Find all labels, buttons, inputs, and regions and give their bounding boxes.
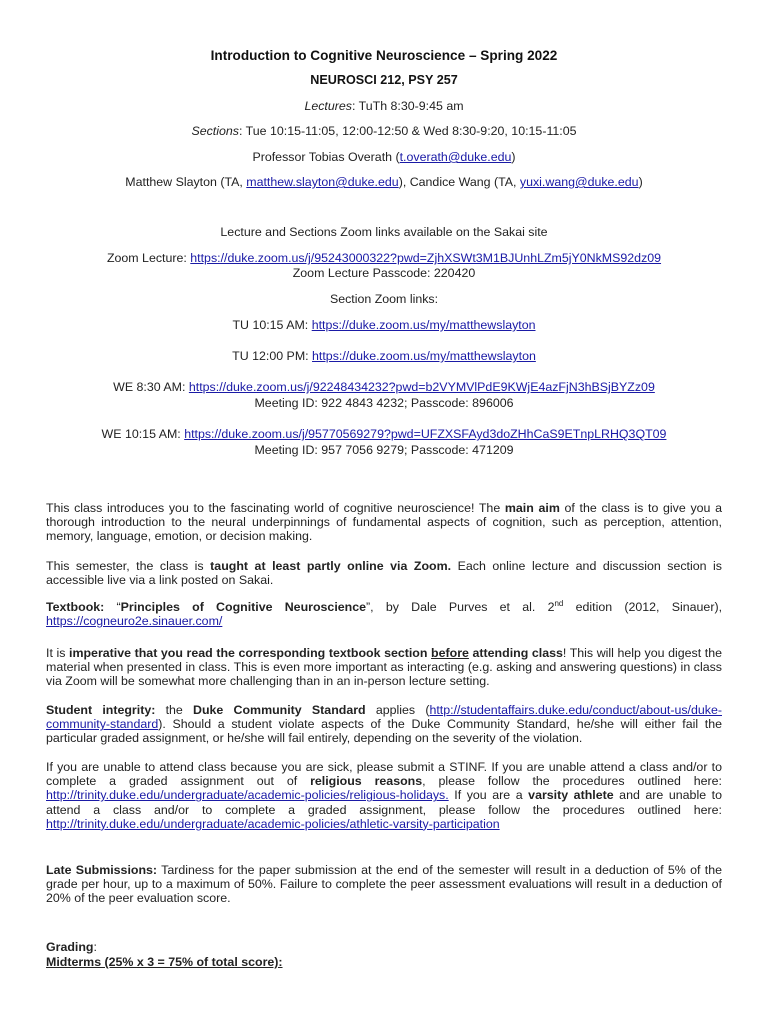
zoom-lecture-label: Zoom Lecture: <box>106 251 191 265</box>
text: “ <box>104 600 121 614</box>
ta-line <box>0 175 768 190</box>
section-we-1015-link[interactable]: https://duke.zoom.us/j/95770569279?pwd=UFZXSFAyd3doZHhCaS9ETnpLRHQ3QT09 <box>184 427 667 441</box>
text: ”, by Dale Purves et al. 2 <box>366 600 555 614</box>
text: : <box>93 940 97 954</box>
section-tu-1015-link[interactable]: https://duke.zoom.us/my/matthewslayton <box>311 318 536 332</box>
text: If you are a <box>448 788 529 803</box>
late-submissions-paragraph <box>46 863 722 906</box>
course-codes: NEUROSCI 212, PSY 257 <box>310 73 458 87</box>
text: Tardiness for the paper submission at the end of the semester will result in a deduction of 5% of the grade per hour, up to a maximum of 50%. Failure to complete the peer assessment evaluations will result in a deduction of 20% of the peer evaluation score. <box>46 863 722 906</box>
community-standard-link[interactable]: http://studentaffairs.duke.edu/conduct/about-us/duke-community-standard <box>46 703 722 732</box>
text: the <box>155 703 194 717</box>
superscript: nd <box>554 598 564 608</box>
text: ! This will help you digest the material when presented in class. This is even more important as interacting (e.g. asking and answering questions) in class via Zoom will be somewhat more challenging than in an in-person lecture setting. <box>46 646 722 689</box>
imperative-paragraph <box>46 646 722 689</box>
textbook-label: Textbook: <box>46 600 105 614</box>
text: , please follow the procedures outlined here: <box>422 774 722 789</box>
section-we-830-meeting: Meeting ID: 922 4843 4232; Passcode: 896006 <box>254 396 514 410</box>
zoom-lecture-line <box>0 251 768 266</box>
grading-heading <box>46 940 722 954</box>
midterms-heading <box>46 955 722 969</box>
section-tu-1200 <box>0 349 768 364</box>
sections-label: Sections <box>191 124 239 138</box>
paren: ) <box>638 175 643 189</box>
online-emphasis: taught at least partly online via Zoom. <box>210 559 452 573</box>
grading-label: Grading <box>46 940 94 954</box>
religious-holidays-link[interactable]: http://trinity.duke.edu/undergraduate/academic-policies/religious-holidays. <box>46 788 449 803</box>
professor-email-link[interactable]: t.overath@duke.edu <box>399 150 512 164</box>
paren: ) <box>511 150 516 164</box>
section-we-1015 <box>0 427 768 442</box>
late-submissions-label: Late Submissions: <box>46 863 158 877</box>
integrity-label: Student integrity: <box>46 703 156 717</box>
religious-reasons: religious reasons <box>310 774 423 789</box>
lectures-time: : TuTh 8:30-9:45 am <box>351 99 464 113</box>
sections-line <box>0 124 768 139</box>
section-label: TU 12:00 PM: <box>232 349 313 363</box>
intro-paragraph <box>46 501 722 544</box>
ta1-email-link[interactable]: matthew.slayton@duke.edu <box>246 175 399 189</box>
textbook-title: Principles of Cognitive Neuroscience <box>120 600 367 614</box>
section-label: WE 10:15 AM: <box>101 427 185 441</box>
text: This semester, the class is <box>46 559 211 573</box>
varsity-athlete: varsity athlete <box>528 788 614 803</box>
text: edition (2012, Sinauer), <box>563 600 723 614</box>
textbook-paragraph <box>46 600 722 628</box>
section-label: TU 10:15 AM: <box>232 318 312 332</box>
absence-paragraph <box>46 760 722 831</box>
text: This class introduces you to the fascinating world of cognitive neuroscience! The <box>46 501 505 515</box>
athletic-participation-link[interactable]: http://trinity.duke.edu/undergraduate/academic-policies/athletic-varsity-participation <box>46 816 500 831</box>
section-tu-1015 <box>0 318 768 333</box>
professor-name: Professor Tobias Overath ( <box>252 150 400 164</box>
section-label: WE 8:30 AM: <box>113 380 189 394</box>
section-we-830 <box>0 380 768 395</box>
ta2-name: ), Candice Wang (TA, <box>398 175 520 189</box>
course-title: Introduction to Cognitive Neuroscience – Spring 2022 <box>210 48 558 63</box>
lectures-line <box>0 99 768 114</box>
main-aim: main aim <box>504 501 560 515</box>
ta2-email-link[interactable]: yuxi.wang@duke.edu <box>519 175 639 189</box>
text: and are unable to attend a class and/or to complete a graded assignment, please follow the procedures outlined here: <box>46 788 722 817</box>
section-we-830-link[interactable]: https://duke.zoom.us/j/92248434232?pwd=b2VYMVlPdE9KWjE4azFjN3hBSjBYZz09 <box>188 380 655 394</box>
text: ). Should a student violate aspects of the Duke Community Standard, he/she will either fail the particular graded assignment, or he/she will fail entirely, depending on the severity of the violation. <box>46 717 722 746</box>
text: applies ( <box>365 703 430 717</box>
lectures-label: Lectures <box>304 99 352 113</box>
text: If you are unable to attend class because you are sick, please submit a STINF. If you are unable attend a class and/or to complete a graded assignment out of <box>46 760 722 789</box>
zoom-intro: Lecture and Sections Zoom links available on the Sakai site <box>220 225 548 239</box>
section-we-1015-meeting: Meeting ID: 957 7056 9279; Passcode: 471209 <box>254 443 514 457</box>
imperative-emphasis: imperative that you read the corresponding textbook section <box>69 646 432 660</box>
professor-line <box>0 150 768 165</box>
text: of the class is to give you a thorough introduction to the neural underpinnings of fundamental aspects of cognition, such as perception, attention, memory, language, emotion, or decision making. <box>46 501 722 544</box>
attending-emphasis: attending class <box>468 646 563 660</box>
community-standard: Duke Community Standard <box>193 703 366 717</box>
before-emphasis: before <box>431 646 469 660</box>
ta1-name: Matthew Slayton (TA, <box>125 175 247 189</box>
midterms-label: Midterms (25% x 3 = 75% of total score): <box>46 955 283 969</box>
integrity-paragraph <box>46 703 722 746</box>
zoom-lecture-passcode: Zoom Lecture Passcode: 220420 <box>292 266 476 280</box>
text: Each online lecture and discussion section is accessible live via a link posted on Sakai. <box>46 559 722 588</box>
section-links-header: Section Zoom links: <box>329 292 439 306</box>
text: It is <box>46 646 70 660</box>
section-tu-1200-link[interactable]: https://duke.zoom.us/my/matthewslayton <box>312 349 536 363</box>
online-paragraph <box>46 559 722 587</box>
zoom-lecture-link[interactable]: https://duke.zoom.us/j/95243000322?pwd=ZjhXSWt3M1BJUnhLZm5jY0NkMS92dz09 <box>190 251 662 265</box>
sections-time: : Tue 10:15-11:05, 12:00-12:50 & Wed 8:30-9:20, 10:15-11:05 <box>238 124 577 138</box>
textbook-link[interactable]: https://cogneuro2e.sinauer.com/ <box>46 614 223 629</box>
